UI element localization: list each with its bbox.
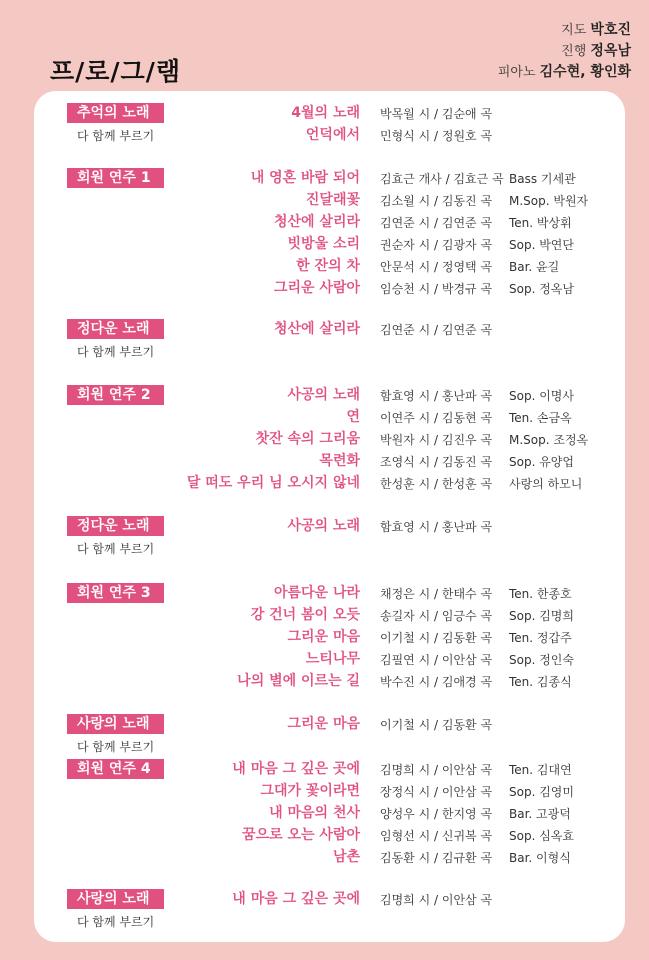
director-line [498,20,631,41]
song-credit: 함효영 시 / 홍난파 곡 [380,389,493,403]
program-card [34,91,625,942]
director-label: 지도 [561,23,587,38]
song-credit: 안문석 시 / 정영택 곡 [380,260,493,274]
song-credit: 김동환 시 / 김규환 곡 [380,851,493,865]
song-credit: 함효영 시 / 홍난파 곡 [380,520,493,534]
song-title: 내 영혼 바람 되어 [250,170,360,186]
song-title: 그대가 꽃이라면 [260,783,360,799]
song-credit: 채정은 시 / 한태수 곡 [380,587,493,601]
director-name: 박호진 [590,22,631,38]
program-row [34,125,625,147]
song-performer: Sop. 이명사 [509,389,574,403]
program-row [34,649,625,671]
host-label: 진행 [561,44,587,59]
song-credit: 김명희 시 / 이안삼 곡 [380,893,493,907]
song-title: 진달래꽃 [305,192,360,208]
program-row [34,803,625,825]
song-credit: 임승천 시 / 박경규 곡 [380,282,493,296]
section-badge: 사랑의 노래 [67,889,164,909]
song-title: 남촌 [332,849,360,865]
song-title: 4월의 노래 [291,105,360,121]
song-performer: Ten. 박상휘 [509,216,572,230]
song-performer: Sop. 김영미 [509,785,574,799]
program-row [34,319,625,359]
song-title: 사공의 노래 [287,518,360,534]
song-title: 느티나무 [305,651,360,667]
program-row [34,516,625,556]
program-row [34,583,625,605]
song-performer: Sop. 유양업 [509,455,574,469]
song-performer: Bar. 윤길 [509,260,560,274]
program-row [34,385,625,407]
section-badge: 회원 연주 4 [67,759,164,779]
song-performer: Bar. 고광덕 [509,807,571,821]
song-performer: 사랑의 하모니 [509,477,583,491]
song-performer: M.Sop. 조정옥 [509,433,589,447]
song-credit: 이연주 시 / 김동현 곡 [380,411,493,425]
song-title: 목련화 [319,453,360,469]
song-credit: 이기철 시 / 김동환 곡 [380,631,493,645]
program-row [34,473,625,495]
host-line [498,41,631,62]
program-row [34,847,625,869]
song-credit: 박수진 시 / 김애경 곡 [380,675,493,689]
song-title: 그리운 사람아 [273,280,360,296]
program-row [34,825,625,847]
section-subtitle: 다 함께 부르기 [77,740,155,754]
song-credit: 권순자 시 / 김광자 곡 [380,238,493,252]
song-performer: Sop. 김명희 [509,609,574,623]
song-title: 그리운 마음 [287,716,360,732]
program-row [34,234,625,256]
program-row [34,671,625,693]
song-performer: Sop. 정옥남 [509,282,574,296]
section-subtitle: 다 함께 부르기 [77,345,155,359]
credits-block [498,20,631,83]
song-title: 그리운 마음 [287,629,360,645]
song-credit: 김소월 시 / 김동진 곡 [380,194,493,208]
piano-names: 김수현, 황인화 [539,64,631,80]
program-row [34,605,625,627]
song-credit: 장정식 시 / 이안삼 곡 [380,785,493,799]
section-badge: 회원 연주 1 [67,168,164,188]
section-badge: 정다운 노래 [67,516,164,536]
song-title: 연 [346,409,360,425]
song-performer: Bar. 이형식 [509,851,571,865]
song-credit: 김필연 시 / 이안삼 곡 [380,653,493,667]
song-title: 언덕에서 [305,127,360,143]
program-row [34,278,625,300]
song-title: 내 마음 그 깊은 곳에 [232,891,360,907]
song-credit: 박원자 시 / 김진우 곡 [380,433,493,447]
section-badge: 추억의 노래 [67,103,164,123]
song-performer: Sop. 심옥효 [509,829,574,843]
section-subtitle: 다 함께 부르기 [77,915,155,929]
song-performer: Ten. 김종식 [509,675,572,689]
program-row [34,451,625,473]
section-badge: 사랑의 노래 [67,714,164,734]
song-title: 사공의 노래 [287,387,360,403]
song-credit: 조영식 시 / 김동진 곡 [380,455,493,469]
song-title: 나의 별에 이르는 길 [237,673,360,689]
song-title: 찻잔 속의 그리움 [255,431,360,447]
song-credit: 김효근 개사 / 김효근 곡 [380,172,504,186]
song-credit: 박목월 시 / 김순애 곡 [380,107,493,121]
song-title: 빗방울 소리 [287,236,360,252]
song-performer: Ten. 손금옥 [509,411,572,425]
song-performer: Ten. 김대연 [509,763,572,777]
program-row [34,714,625,754]
program-row [34,256,625,278]
song-performer: Ten. 정갑주 [509,631,572,645]
program-row [34,429,625,451]
song-title: 내 마음의 천사 [269,805,360,821]
song-title: 한 잔의 차 [296,258,360,274]
song-credit: 한성훈 시 / 한성훈 곡 [380,477,493,491]
song-performer: Sop. 정인숙 [509,653,574,667]
song-performer: Bass 기세관 [509,172,576,186]
piano-label: 피아노 [497,65,536,80]
song-title: 청산에 살리라 [273,214,360,230]
section-subtitle: 다 함께 부르기 [77,129,155,143]
host-name: 정옥남 [590,43,631,59]
song-title: 청산에 살리라 [273,321,360,337]
song-credit: 양성우 시 / 한지영 곡 [380,807,493,821]
program-row [34,627,625,649]
program-row [34,407,625,429]
program-row [34,759,625,781]
program-row [34,781,625,803]
song-credit: 김명희 시 / 이안삼 곡 [380,763,493,777]
song-credit: 김연준 시 / 김연준 곡 [380,323,493,337]
song-performer: Ten. 한종호 [509,587,572,601]
program-row [34,889,625,929]
song-credit: 송길자 시 / 임긍수 곡 [380,609,493,623]
piano-line [498,62,631,83]
section-subtitle: 다 함께 부르기 [77,542,155,556]
section-badge: 정다운 노래 [67,319,164,339]
section-badge: 회원 연주 3 [67,583,164,603]
song-credit: 민형식 시 / 정원호 곡 [380,129,493,143]
song-credit: 임형선 시 / 신귀복 곡 [380,829,493,843]
program-row [34,212,625,234]
program-row [34,168,625,190]
page-title: 프/로/그/램 [50,57,181,86]
song-credit: 이기철 시 / 김동환 곡 [380,718,493,732]
song-title: 꿈으로 오는 사람아 [242,827,360,843]
section-badge: 회원 연주 2 [67,385,164,405]
program-row [34,190,625,212]
song-title: 아름다운 나라 [273,585,360,601]
song-performer: Sop. 박연단 [509,238,574,252]
song-credit: 김연준 시 / 김연준 곡 [380,216,493,230]
song-title: 강 건너 봄이 오듯 [250,607,360,623]
song-title: 내 마음 그 깊은 곳에 [232,761,360,777]
song-performer: M.Sop. 박원자 [509,194,589,208]
song-title: 달 떠도 우리 님 오시지 않네 [186,475,360,491]
